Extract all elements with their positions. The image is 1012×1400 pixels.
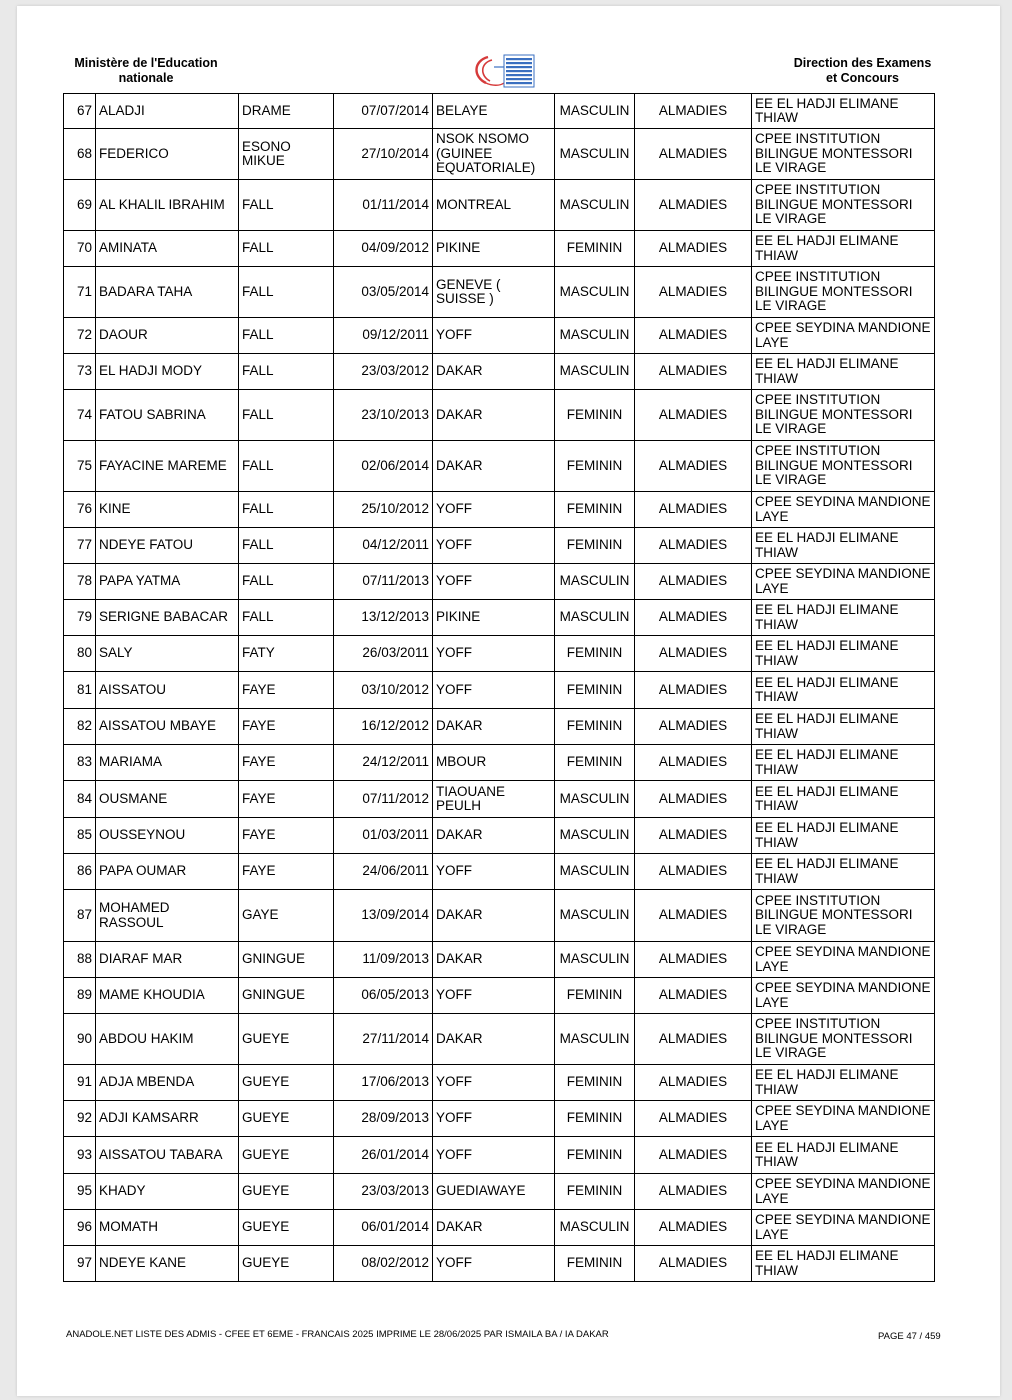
- zone-cell: ALMADIES: [635, 818, 752, 854]
- school-cell: EE EL HADJI ELIMANE THIAW: [752, 94, 935, 129]
- zone-cell: ALMADIES: [635, 231, 752, 267]
- birth-place-cell: YOFF: [433, 1246, 555, 1282]
- footer-print-info: ANADOLE.NET LISTE DES ADMIS - CFEE ET 6EME - FRANCAIS 2025 IMPRIME LE 28/06/2025 PAR ISMAILA BA / IA DAKAR: [66, 1329, 609, 1340]
- table-row: [64, 818, 935, 854]
- first-name-cell: AISSATOU TABARA: [96, 1137, 239, 1174]
- sex-cell: FEMININ: [555, 1065, 635, 1101]
- school-cell: CPEE SEYDINA MANDIONE LAYE: [752, 1210, 935, 1246]
- birth-place-cell: YOFF: [433, 854, 555, 890]
- last-name-cell: FAYE: [239, 745, 334, 781]
- school-cell: EE EL HADJI ELIMANE THIAW: [752, 1065, 935, 1101]
- last-name-cell: FALL: [239, 267, 334, 318]
- last-name-cell: FALL: [239, 231, 334, 267]
- table-row: [64, 636, 935, 672]
- first-name-cell: AL KHALIL IBRAHIM: [96, 180, 239, 231]
- sex-cell: FEMININ: [555, 441, 635, 492]
- birth-date-cell: 04/12/2011: [334, 528, 433, 564]
- row-number-cell: 93: [64, 1137, 96, 1174]
- birth-place-cell: PIKINE: [433, 600, 555, 636]
- birth-place-cell: DAKAR: [433, 818, 555, 854]
- birth-date-cell: 28/09/2013: [334, 1101, 433, 1137]
- sex-cell: MASCULIN: [555, 180, 635, 231]
- birth-date-cell: 26/01/2014: [334, 1137, 433, 1174]
- row-number-cell: 90: [64, 1014, 96, 1065]
- ministry-line-1: Ministère de l'Education: [74, 56, 218, 70]
- school-cell: CPEE SEYDINA MANDIONE LAYE: [752, 492, 935, 528]
- row-number-cell: 81: [64, 672, 96, 709]
- first-name-cell: ABDOU HAKIM: [96, 1014, 239, 1065]
- birth-date-cell: 13/09/2014: [334, 890, 433, 942]
- last-name-cell: FALL: [239, 354, 334, 390]
- row-number-cell: 80: [64, 636, 96, 672]
- table-row: [64, 600, 935, 636]
- sex-cell: MASCULIN: [555, 854, 635, 890]
- zone-cell: ALMADIES: [635, 129, 752, 180]
- birth-date-cell: 27/11/2014: [334, 1014, 433, 1065]
- zone-cell: ALMADIES: [635, 636, 752, 672]
- table-row: [64, 441, 935, 492]
- last-name-cell: FAYE: [239, 854, 334, 890]
- zone-cell: ALMADIES: [635, 354, 752, 390]
- first-name-cell: SERIGNE BABACAR: [96, 600, 239, 636]
- first-name-cell: MAME KHOUDIA: [96, 978, 239, 1014]
- birth-place-cell: GUEDIAWAYE: [433, 1174, 555, 1210]
- birth-place-cell: DAKAR: [433, 1210, 555, 1246]
- birth-place-cell: YOFF: [433, 1065, 555, 1101]
- birth-place-cell: DAKAR: [433, 354, 555, 390]
- birth-place-cell: YOFF: [433, 1101, 555, 1137]
- zone-cell: ALMADIES: [635, 978, 752, 1014]
- birth-date-cell: 27/10/2014: [334, 129, 433, 180]
- first-name-cell: BADARA TAHA: [96, 267, 239, 318]
- table-row: [64, 1101, 935, 1137]
- first-name-cell: FEDERICO: [96, 129, 239, 180]
- table-row: [64, 267, 935, 318]
- birth-date-cell: 16/12/2012: [334, 709, 433, 745]
- birth-place-cell: YOFF: [433, 636, 555, 672]
- zone-cell: ALMADIES: [635, 318, 752, 354]
- school-cell: CPEE INSTITUTION BILINGUE MONTESSORI LE VIRAGE: [752, 890, 935, 942]
- sex-cell: MASCULIN: [555, 781, 635, 818]
- school-cell: EE EL HADJI ELIMANE THIAW: [752, 854, 935, 890]
- row-number-cell: 69: [64, 180, 96, 231]
- birth-place-cell: BELAYE: [433, 94, 555, 129]
- school-cell: EE EL HADJI ELIMANE THIAW: [752, 818, 935, 854]
- school-cell: EE EL HADJI ELIMANE THIAW: [752, 745, 935, 781]
- birth-date-cell: 24/12/2011: [334, 745, 433, 781]
- zone-cell: ALMADIES: [635, 1210, 752, 1246]
- first-name-cell: KINE: [96, 492, 239, 528]
- sex-cell: MASCULIN: [555, 267, 635, 318]
- table-row: [64, 781, 935, 818]
- birth-place-cell: DAKAR: [433, 709, 555, 745]
- school-cell: CPEE INSTITUTION BILINGUE MONTESSORI LE VIRAGE: [752, 267, 935, 318]
- table-row: [64, 492, 935, 528]
- last-name-cell: GUEYE: [239, 1210, 334, 1246]
- admitted-list-table: [63, 93, 935, 1282]
- last-name-cell: GUEYE: [239, 1101, 334, 1137]
- first-name-cell: KHADY: [96, 1174, 239, 1210]
- sex-cell: MASCULIN: [555, 1210, 635, 1246]
- row-number-cell: 92: [64, 1101, 96, 1137]
- birth-place-cell: GENEVE ( SUISSE ): [433, 267, 555, 318]
- school-cell: CPEE INSTITUTION BILINGUE MONTESSORI LE VIRAGE: [752, 180, 935, 231]
- ministry-header: [66, 56, 226, 86]
- sex-cell: MASCULIN: [555, 600, 635, 636]
- birth-date-cell: 11/09/2013: [334, 942, 433, 978]
- last-name-cell: GUEYE: [239, 1137, 334, 1174]
- birth-place-cell: YOFF: [433, 978, 555, 1014]
- sex-cell: FEMININ: [555, 978, 635, 1014]
- last-name-cell: FALL: [239, 492, 334, 528]
- table-row: [64, 1246, 935, 1282]
- last-name-cell: FAYE: [239, 709, 334, 745]
- zone-cell: ALMADIES: [635, 672, 752, 709]
- page-number: PAGE 47 / 459: [878, 1331, 941, 1342]
- sex-cell: FEMININ: [555, 1246, 635, 1282]
- zone-cell: ALMADIES: [635, 390, 752, 441]
- sex-cell: FEMININ: [555, 1137, 635, 1174]
- row-number-cell: 72: [64, 318, 96, 354]
- row-number-cell: 75: [64, 441, 96, 492]
- sex-cell: FEMININ: [555, 745, 635, 781]
- zone-cell: ALMADIES: [635, 890, 752, 942]
- first-name-cell: MOHAMED RASSOUL: [96, 890, 239, 942]
- school-cell: EE EL HADJI ELIMANE THIAW: [752, 231, 935, 267]
- birth-date-cell: 01/03/2011: [334, 818, 433, 854]
- table-row: [64, 129, 935, 180]
- sex-cell: FEMININ: [555, 390, 635, 441]
- birth-place-cell: YOFF: [433, 492, 555, 528]
- birth-place-cell: PIKINE: [433, 231, 555, 267]
- birth-date-cell: 23/03/2013: [334, 1174, 433, 1210]
- table-row: [64, 709, 935, 745]
- birth-place-cell: TIAOUANE PEULH: [433, 781, 555, 818]
- first-name-cell: NDEYE KANE: [96, 1246, 239, 1282]
- school-cell: CPEE SEYDINA MANDIONE LAYE: [752, 942, 935, 978]
- row-number-cell: 77: [64, 528, 96, 564]
- birth-place-cell: DAKAR: [433, 441, 555, 492]
- sex-cell: FEMININ: [555, 528, 635, 564]
- zone-cell: ALMADIES: [635, 745, 752, 781]
- first-name-cell: AISSATOU: [96, 672, 239, 709]
- school-cell: CPEE SEYDINA MANDIONE LAYE: [752, 1174, 935, 1210]
- first-name-cell: ADJI KAMSARR: [96, 1101, 239, 1137]
- last-name-cell: FAYE: [239, 781, 334, 818]
- school-cell: CPEE SEYDINA MANDIONE LAYE: [752, 1101, 935, 1137]
- last-name-cell: GUEYE: [239, 1174, 334, 1210]
- birth-date-cell: 09/12/2011: [334, 318, 433, 354]
- table-row: [64, 94, 935, 129]
- table-row: [64, 390, 935, 441]
- birth-date-cell: 03/10/2012: [334, 672, 433, 709]
- zone-cell: ALMADIES: [635, 854, 752, 890]
- birth-place-cell: YOFF: [433, 672, 555, 709]
- table-row: [64, 978, 935, 1014]
- table-row: [64, 942, 935, 978]
- birth-date-cell: 06/01/2014: [334, 1210, 433, 1246]
- row-number-cell: 70: [64, 231, 96, 267]
- row-number-cell: 76: [64, 492, 96, 528]
- first-name-cell: PAPA YATMA: [96, 564, 239, 600]
- row-number-cell: 84: [64, 781, 96, 818]
- zone-cell: ALMADIES: [635, 1065, 752, 1101]
- birth-place-cell: YOFF: [433, 528, 555, 564]
- first-name-cell: EL HADJI MODY: [96, 354, 239, 390]
- sex-cell: MASCULIN: [555, 818, 635, 854]
- birth-place-cell: DAKAR: [433, 890, 555, 942]
- sex-cell: FEMININ: [555, 1174, 635, 1210]
- last-name-cell: GNINGUE: [239, 978, 334, 1014]
- sex-cell: FEMININ: [555, 709, 635, 745]
- sex-cell: MASCULIN: [555, 354, 635, 390]
- last-name-cell: FALL: [239, 600, 334, 636]
- ministry-line-2: nationale: [118, 71, 174, 85]
- school-cell: EE EL HADJI ELIMANE THIAW: [752, 1137, 935, 1174]
- row-number-cell: 95: [64, 1174, 96, 1210]
- row-number-cell: 71: [64, 267, 96, 318]
- birth-date-cell: 04/09/2012: [334, 231, 433, 267]
- zone-cell: ALMADIES: [635, 267, 752, 318]
- school-cell: CPEE INSTITUTION BILINGUE MONTESSORI LE VIRAGE: [752, 1014, 935, 1065]
- direction-header: [780, 56, 945, 86]
- first-name-cell: PAPA OUMAR: [96, 854, 239, 890]
- sex-cell: MASCULIN: [555, 1014, 635, 1065]
- row-number-cell: 86: [64, 854, 96, 890]
- first-name-cell: NDEYE FATOU: [96, 528, 239, 564]
- sex-cell: MASCULIN: [555, 942, 635, 978]
- row-number-cell: 67: [64, 94, 96, 129]
- birth-date-cell: 07/11/2012: [334, 781, 433, 818]
- first-name-cell: AISSATOU MBAYE: [96, 709, 239, 745]
- table-row: [64, 1014, 935, 1065]
- school-cell: CPEE INSTITUTION BILINGUE MONTESSORI LE VIRAGE: [752, 390, 935, 441]
- first-name-cell: MOMATH: [96, 1210, 239, 1246]
- zone-cell: ALMADIES: [635, 1246, 752, 1282]
- row-number-cell: 85: [64, 818, 96, 854]
- sex-cell: MASCULIN: [555, 129, 635, 180]
- first-name-cell: DIARAF MAR: [96, 942, 239, 978]
- row-number-cell: 87: [64, 890, 96, 942]
- zone-cell: ALMADIES: [635, 709, 752, 745]
- birth-date-cell: 13/12/2013: [334, 600, 433, 636]
- table-row: [64, 890, 935, 942]
- zone-cell: ALMADIES: [635, 180, 752, 231]
- zone-cell: ALMADIES: [635, 1174, 752, 1210]
- zone-cell: ALMADIES: [635, 942, 752, 978]
- row-number-cell: 82: [64, 709, 96, 745]
- birth-date-cell: 25/10/2012: [334, 492, 433, 528]
- last-name-cell: ESONO MIKUE: [239, 129, 334, 180]
- first-name-cell: OUSMANE: [96, 781, 239, 818]
- birth-date-cell: 23/10/2013: [334, 390, 433, 441]
- table-row: [64, 231, 935, 267]
- table-row: [64, 318, 935, 354]
- school-cell: CPEE SEYDINA MANDIONE LAYE: [752, 564, 935, 600]
- sex-cell: MASCULIN: [555, 564, 635, 600]
- school-cell: CPEE SEYDINA MANDIONE LAYE: [752, 318, 935, 354]
- birth-date-cell: 24/06/2011: [334, 854, 433, 890]
- first-name-cell: SALY: [96, 636, 239, 672]
- row-number-cell: 68: [64, 129, 96, 180]
- first-name-cell: FATOU SABRINA: [96, 390, 239, 441]
- school-cell: CPEE INSTITUTION BILINGUE MONTESSORI LE VIRAGE: [752, 441, 935, 492]
- birth-date-cell: 08/02/2012: [334, 1246, 433, 1282]
- zone-cell: ALMADIES: [635, 441, 752, 492]
- school-cell: EE EL HADJI ELIMANE THIAW: [752, 636, 935, 672]
- first-name-cell: MARIAMA: [96, 745, 239, 781]
- sex-cell: FEMININ: [555, 636, 635, 672]
- last-name-cell: FALL: [239, 180, 334, 231]
- table-row: [64, 180, 935, 231]
- zone-cell: ALMADIES: [635, 1014, 752, 1065]
- row-number-cell: 88: [64, 942, 96, 978]
- sex-cell: MASCULIN: [555, 94, 635, 129]
- table-row: [64, 564, 935, 600]
- direction-line-2: et Concours: [826, 71, 899, 85]
- ministry-logo-icon: [470, 53, 536, 89]
- birth-place-cell: DAKAR: [433, 390, 555, 441]
- table-row: [64, 854, 935, 890]
- sex-cell: FEMININ: [555, 672, 635, 709]
- row-number-cell: 96: [64, 1210, 96, 1246]
- table-row: [64, 1174, 935, 1210]
- last-name-cell: FAYE: [239, 818, 334, 854]
- zone-cell: ALMADIES: [635, 600, 752, 636]
- last-name-cell: GUEYE: [239, 1065, 334, 1101]
- sex-cell: MASCULIN: [555, 318, 635, 354]
- zone-cell: ALMADIES: [635, 1101, 752, 1137]
- zone-cell: ALMADIES: [635, 528, 752, 564]
- table-row: [64, 745, 935, 781]
- last-name-cell: GUEYE: [239, 1014, 334, 1065]
- birth-date-cell: 02/06/2014: [334, 441, 433, 492]
- birth-place-cell: NSOK NSOMO (GUINEE EQUATORIALE): [433, 129, 555, 180]
- row-number-cell: 97: [64, 1246, 96, 1282]
- birth-place-cell: YOFF: [433, 564, 555, 600]
- birth-date-cell: 03/05/2014: [334, 267, 433, 318]
- birth-place-cell: MBOUR: [433, 745, 555, 781]
- birth-place-cell: DAKAR: [433, 942, 555, 978]
- table-row: [64, 1065, 935, 1101]
- first-name-cell: AMINATA: [96, 231, 239, 267]
- school-cell: EE EL HADJI ELIMANE THIAW: [752, 354, 935, 390]
- school-cell: EE EL HADJI ELIMANE THIAW: [752, 600, 935, 636]
- school-cell: CPEE SEYDINA MANDIONE LAYE: [752, 978, 935, 1014]
- last-name-cell: GAYE: [239, 890, 334, 942]
- first-name-cell: DAOUR: [96, 318, 239, 354]
- school-cell: EE EL HADJI ELIMANE THIAW: [752, 672, 935, 709]
- last-name-cell: DRAME: [239, 94, 334, 129]
- school-cell: EE EL HADJI ELIMANE THIAW: [752, 1246, 935, 1282]
- direction-line-1: Direction des Examens: [793, 56, 932, 70]
- birth-date-cell: 17/06/2013: [334, 1065, 433, 1101]
- zone-cell: ALMADIES: [635, 94, 752, 129]
- birth-date-cell: 07/07/2014: [334, 94, 433, 129]
- school-cell: CPEE INSTITUTION BILINGUE MONTESSORI LE VIRAGE: [752, 129, 935, 180]
- birth-date-cell: 26/03/2011: [334, 636, 433, 672]
- first-name-cell: FAYACINE MAREME: [96, 441, 239, 492]
- zone-cell: ALMADIES: [635, 564, 752, 600]
- last-name-cell: FALL: [239, 318, 334, 354]
- zone-cell: ALMADIES: [635, 492, 752, 528]
- sex-cell: FEMININ: [555, 1101, 635, 1137]
- row-number-cell: 89: [64, 978, 96, 1014]
- zone-cell: ALMADIES: [635, 1137, 752, 1174]
- table-row: [64, 1210, 935, 1246]
- birth-place-cell: MONTREAL: [433, 180, 555, 231]
- sex-cell: FEMININ: [555, 492, 635, 528]
- table-row: [64, 672, 935, 709]
- birth-place-cell: YOFF: [433, 1137, 555, 1174]
- last-name-cell: GNINGUE: [239, 942, 334, 978]
- row-number-cell: 79: [64, 600, 96, 636]
- row-number-cell: 74: [64, 390, 96, 441]
- school-cell: EE EL HADJI ELIMANE THIAW: [752, 781, 935, 818]
- birth-date-cell: 07/11/2013: [334, 564, 433, 600]
- birth-date-cell: 23/03/2012: [334, 354, 433, 390]
- row-number-cell: 83: [64, 745, 96, 781]
- last-name-cell: FATY: [239, 636, 334, 672]
- sex-cell: FEMININ: [555, 231, 635, 267]
- last-name-cell: FALL: [239, 564, 334, 600]
- table-row: [64, 528, 935, 564]
- last-name-cell: FALL: [239, 528, 334, 564]
- first-name-cell: ALADJI: [96, 94, 239, 129]
- school-cell: EE EL HADJI ELIMANE THIAW: [752, 528, 935, 564]
- birth-place-cell: DAKAR: [433, 1014, 555, 1065]
- zone-cell: ALMADIES: [635, 781, 752, 818]
- table-row: [64, 354, 935, 390]
- row-number-cell: 73: [64, 354, 96, 390]
- row-number-cell: 91: [64, 1065, 96, 1101]
- birth-date-cell: 06/05/2013: [334, 978, 433, 1014]
- birth-place-cell: YOFF: [433, 318, 555, 354]
- sex-cell: MASCULIN: [555, 890, 635, 942]
- row-number-cell: 78: [64, 564, 96, 600]
- table-row: [64, 1137, 935, 1174]
- last-name-cell: FALL: [239, 390, 334, 441]
- school-cell: EE EL HADJI ELIMANE THIAW: [752, 709, 935, 745]
- first-name-cell: OUSSEYNOU: [96, 818, 239, 854]
- first-name-cell: ADJA MBENDA: [96, 1065, 239, 1101]
- last-name-cell: GUEYE: [239, 1246, 334, 1282]
- birth-date-cell: 01/11/2014: [334, 180, 433, 231]
- last-name-cell: FALL: [239, 441, 334, 492]
- last-name-cell: FAYE: [239, 672, 334, 709]
